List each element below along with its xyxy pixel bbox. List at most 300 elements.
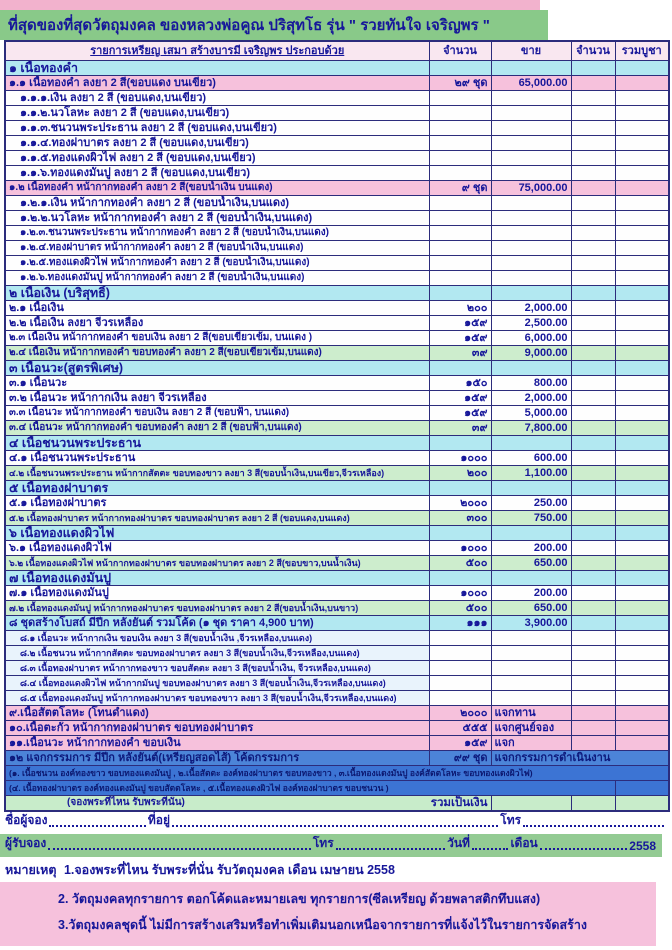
empty-cell [571,736,615,751]
empty-cell [571,631,615,646]
item-label: ๓.๑ เนื้อนวะ [5,376,429,391]
price-value [491,196,571,211]
quantity-value: ๑๕๙ [429,391,491,406]
empty-cell [615,661,669,676]
item-label: ๖.๑ เนื้อทองแดงผิวไฟ [5,541,429,556]
empty-cell [571,121,615,136]
empty-cell [615,91,669,106]
empty-cell [615,331,669,346]
empty-cell [615,556,669,571]
column-header-quantity: จำนวน [429,41,491,61]
table-row [5,91,669,106]
price-value [491,661,571,676]
item-label: ๑.๑.๔.ทองฝาบาตร ลงยา 2 สี (ขอบแดง,บนเขียว) [5,136,429,151]
column-header-quantity-2: จำนวน [571,41,615,61]
table-row [5,511,669,526]
empty-cell [571,316,615,331]
quantity-value [429,151,491,166]
table-row [5,601,669,616]
empty-cell [615,421,669,436]
empty-cell [615,436,669,451]
empty-cell [571,646,615,661]
price-value [491,631,571,646]
empty-cell [571,286,615,301]
empty-cell [571,211,615,226]
empty-cell [615,196,669,211]
item-label: ๙.เนื้อสัตตโลหะ (โทนดำแดง) [5,706,429,721]
quantity-value: ๑๐๐๐ [429,586,491,601]
empty-cell [615,151,669,166]
item-label: ๑๒ แจกกรรมการ มีปีก หลังยันต์(เหรียญสอดไส้) โค้ดกรรมการ [5,751,429,766]
dotted-fill-line [540,845,628,850]
notes-prefix: หมายเหตุ [5,863,57,877]
price-value: 200.00 [491,586,571,601]
price-value [491,211,571,226]
empty-cell [571,226,615,241]
empty-cell [491,361,571,376]
empty-cell [615,571,669,586]
empty-cell [571,76,615,91]
table-row [5,151,669,166]
table-row [5,646,669,661]
table-row [5,226,669,241]
empty-cell [429,436,491,451]
table-row [5,421,669,436]
notes-line-1 [0,857,672,882]
empty-cell [615,166,669,181]
price-value: 800.00 [491,376,571,391]
item-label: ๑.๑ เนื้อทองคำ ลงยา 2 สี(ขอบแดง บนเขียว) [5,76,429,91]
form-field-label: 2558 [629,839,656,853]
empty-cell [571,391,615,406]
quantity-value: ๕๕๕ [429,721,491,736]
section-title: ๒ เนื้อเงิน (บริสุทธิ์) [5,286,429,301]
quantity-value [429,196,491,211]
item-label: ๗.๒ เนื้อทองแดงมันปู หน้ากากทองฝาบาตร ขอบทองฝาบาตร ลงยา 2 สี(ขอบน้ำเงิน,บนขาว) [5,601,429,616]
section-title: ๖ เนื้อทองแดงผิวไฟ [5,526,429,541]
empty-cell [491,436,571,451]
total-amount-label: รวมเป็นเงิน [430,797,488,809]
table-row [5,586,669,601]
empty-cell [571,586,615,601]
dotted-fill-line [49,822,145,827]
price-value: 2,500.00 [491,316,571,331]
empty-cell [615,226,669,241]
item-label: ๒.๒ เนื้อเงิน ลงยา จีวรเหลือง [5,316,429,331]
quantity-value [429,226,491,241]
item-label: ๑.๒.๑.เงิน หน้ากากทองคำ ลงยา 2 สี (ขอบน้ำเงิน,บนแดง) [5,196,429,211]
empty-cell [571,526,615,541]
table-row [5,751,669,766]
empty-cell [615,451,669,466]
table-row [5,556,669,571]
empty-cell [571,661,615,676]
empty-cell [491,526,571,541]
quantity-value [429,691,491,706]
variant-note: (๔. เนื้อทองฝาบาตร องค์ทองแดงมันปู ขอบสัตตโลหะ , ๕.เนื้อทองแดงผิวไฟ องค์ทองฝาบาตร ขอบชนวน ) [5,781,615,796]
quantity-value: ๕๐๐ [429,556,491,571]
table-row [5,301,669,316]
quantity-value [429,661,491,676]
empty-cell [615,241,669,256]
empty-cell [615,76,669,91]
quantity-value: ๓๙ [429,421,491,436]
item-label: ๒.๓ เนื้อเงิน หน้ากากทองคำ ขอบเงิน ลงยา 2 สี(ขอบเขียวเข้ม, บนแดง ) [5,331,429,346]
table-row [5,136,669,151]
empty-cell [571,346,615,361]
table-row [5,796,669,812]
quantity-value: ๑๐๐๐ [429,451,491,466]
empty-cell [615,541,669,556]
form-field-label: ที่อยู่ [147,813,171,827]
item-label: ๕.๒ เนื้อทองฝาบาตร หน้ากากทองฝาบาตร ขอบทองฝาบาตร ลงยา 2 สี (ขอบแดง,บนแดง) [5,511,429,526]
quantity-value [429,646,491,661]
empty-cell [615,796,669,812]
distribution-note: แจกกรรมการดำเนินงาน [491,751,669,766]
quantity-value: ๓๐๐ [429,511,491,526]
item-label: ๒.๔ เนื้อเงิน หน้ากากทองคำ ขอบทองคำ ลงยา 2 สี(ขอบเขียวเข้ม,บนแดง) [5,346,429,361]
table-row [5,706,669,721]
price-value: 750.00 [491,511,571,526]
empty-cell [571,136,615,151]
empty-cell [615,271,669,286]
note-text-3: 3.วัตถุมงคลชุดนี้ ไม่มีการสร้างเสริมหรือทำเพิ่มเติมนอกเหนือจากรายการที่แจ้งไว้ในรายการจัดสร้าง [58,918,588,932]
empty-cell [429,526,491,541]
empty-cell [615,361,669,376]
table-row [5,361,669,376]
empty-cell [571,91,615,106]
price-value: 2,000.00 [491,301,571,316]
item-label: ๔.๒ เนื้อชนวนพระประธาน หน้ากากสัตตะ ขอบทองขาว ลงยา 3 สี(ขอบน้ำเงิน,บนเขียว,จีวรเหลือง) [5,466,429,481]
table-row [5,256,669,271]
quantity-value: ๕๐๐ [429,601,491,616]
table-row [5,571,669,586]
empty-cell [615,736,669,751]
empty-cell [571,541,615,556]
empty-cell [571,331,615,346]
table-row [5,406,669,421]
empty-cell [615,346,669,361]
empty-cell [615,316,669,331]
empty-cell [615,121,669,136]
item-label: ๒.๑ เนื้อเงิน [5,301,429,316]
item-label: ๔.๑ เนื้อชนวนพระประธาน [5,451,429,466]
quantity-value [429,271,491,286]
form-field-label: ผู้รับจอง [5,836,47,850]
empty-cell [615,391,669,406]
table-row [5,106,669,121]
dotted-fill-line [172,822,498,827]
price-table-body [5,61,669,812]
item-label: ๑.๒.๔.ทองฝาบาตร หน้ากากทองคำ ลงยา 2 สี (ขอบน้ำเงิน,บนแดง) [5,241,429,256]
price-value: 7,800.00 [491,421,571,436]
price-value: 1,100.00 [491,466,571,481]
empty-cell [571,511,615,526]
empty-cell [571,196,615,211]
section-title: ๑ เนื้อทองคำ [5,61,429,76]
item-label: ๕.๑ เนื้อทองฝาบาตร [5,496,429,511]
empty-cell [491,796,571,812]
empty-cell [571,376,615,391]
empty-cell [571,436,615,451]
item-label: ๘ ชุดสร้างโบสถ์ มีปีก หลังยันต์ รวมโค้ด (๑ ชุด ราคา 4,900 บาท) [5,616,429,631]
price-value [491,691,571,706]
empty-cell [615,301,669,316]
item-label: ๑.๑.๖.ทองแดงมันปู ลงยา 2 สี (ขอบแดง,บนเขียว) [5,166,429,181]
dotted-fill-line [523,822,664,827]
empty-cell [571,466,615,481]
empty-cell [615,601,669,616]
price-value: 5,000.00 [491,406,571,421]
item-label: ๘.๓ เนื้อทองฝาบาตร หน้ากากทองขาว ขอบสัตตะ ลงยา 3 สี(ขอบน้ำเงิน, จีวรเหลือง,บนแดง) [5,661,429,676]
empty-cell [429,286,491,301]
document-title-bar [0,10,548,40]
table-row [5,316,669,331]
quantity-value: ๑๕๙ [429,736,491,751]
form-field-label: โทร [312,836,334,850]
item-label: ๑.๒.๒.นวโลหะ หน้ากากทองคำ ลงยา 2 สี (ขอบน้ำเงิน,บนแดง) [5,211,429,226]
table-row [5,481,669,496]
quantity-value [429,121,491,136]
quantity-value: ๙๙ ชุด [429,751,491,766]
dotted-fill-line [48,845,311,850]
empty-cell [615,631,669,646]
table-row [5,721,669,736]
item-label: ๑.๒ เนื้อทองคำ หน้ากากทองคำ ลงยา 2 สี(ขอบน้ำเงิน บนแดง) [5,181,429,196]
column-header-sell-price: ขาย [491,41,571,61]
empty-cell [615,376,669,391]
quantity-value: ๑๕๙ [429,406,491,421]
table-row [5,691,669,706]
price-value [491,676,571,691]
variant-note: (๑. เนื้อชนวน องค์ทองขาว ขอบทองแดงมันปู , ๒.เนื้อสัตตะ องค์ทองฝาบาตร ขอบทองขาว , ๓.เนื้อทองแดงมันปู องค์สัตตโลหะ ขอบทองแดงผิวไฟ) [5,766,669,781]
quantity-value [429,106,491,121]
section-title: ๗ เนื้อทองแดงมันปู [5,571,429,586]
item-label: ๑๐.เนื้อตะกั่ว หน้ากากทองฝาบาตร ขอบทองฝาบาตร [5,721,429,736]
empty-cell [571,151,615,166]
pickup-note: (จองพระที่ไหน รับพระที่นั่น) [67,797,185,808]
empty-cell [615,691,669,706]
empty-cell [571,496,615,511]
item-label: ๓.๓ เนื้อนวะ หน้ากากทองคำ ขอบเงิน ลงยา 2 สี (ขอบฟ้า, บนแดง) [5,406,429,421]
quantity-value: ๑๕๙ [429,316,491,331]
note-text-1: 1.จองพระที่ไหน รับพระที่นั่น รับวัตถุมงคล เดือน เมษายน 2558 [63,863,395,877]
summary-cell [5,796,491,812]
empty-cell [615,406,669,421]
dotted-fill-line [336,845,445,850]
table-row [5,451,669,466]
empty-cell [615,256,669,271]
price-value [491,256,571,271]
empty-cell [571,241,615,256]
section-title: ๓ เนื้อนวะ(สูตรพิเศษ) [5,361,429,376]
item-label: ๑.๒.๖.ทองแดงมันปู หน้ากากทองคำ ลงยา 2 สี (ขอบน้ำเงิน,บนแดง) [5,271,429,286]
quantity-value: ๒๐๐ [429,466,491,481]
table-row [5,241,669,256]
quantity-value [429,256,491,271]
table-row [5,466,669,481]
empty-cell [571,451,615,466]
quantity-value: ๒๐๐ [429,301,491,316]
empty-cell [615,211,669,226]
top-pink-band [0,0,540,10]
empty-cell [571,421,615,436]
table-row [5,526,669,541]
table-row [5,286,669,301]
empty-cell [615,136,669,151]
page-title: ที่สุดของที่สุดวัตถุมงคล ของหลวงพ่อคูณ ปริสุทโธ รุ่น " รวยทันใจ เจริญพร " [8,17,490,34]
column-header-items: รายการเหรียญ เสมา สร้างบารมี เจริญพร ประกอบด้วย [5,41,429,61]
table-row [5,781,669,796]
item-label: ๑.๑.๓.ชนวนพระประธาน ลงยา 2 สี (ขอบแดง,บนเขียว) [5,121,429,136]
note-text-2: 2. วัตถุมงคลทุกรายการ ตอกโค้ดและหมายเลข ทุกรายการ(ซีลเหรียญ ด้วยพลาสติกทึบแสง) [58,892,541,906]
table-row [5,76,669,91]
empty-cell [615,526,669,541]
item-label: ๓.๔ เนื้อนวะ หน้ากากทองคำ ขอบทองคำ ลงยา 2 สี (ขอบฟ้า,บนแดง) [5,421,429,436]
table-row [5,436,669,451]
empty-cell [615,616,669,631]
quantity-value: ๑๕๐ [429,376,491,391]
empty-cell [615,106,669,121]
table-row [5,631,669,646]
empty-cell [615,466,669,481]
section-title: ๔ เนื้อชนวนพระประธาน [5,436,429,451]
empty-cell [429,361,491,376]
table-row [5,181,669,196]
table-row [5,661,669,676]
empty-cell [571,361,615,376]
price-value: 3,900.00 [491,616,571,631]
distribution-note: แจก [491,736,571,751]
price-value: 6,000.00 [491,331,571,346]
price-value [491,151,571,166]
price-value [491,121,571,136]
price-value [491,136,571,151]
item-label: ๑.๒.๓.ชนวนพระประธาน หน้ากากทองคำ ลงยา 2 สี (ขอบน้ำเงิน,บนแดง) [5,226,429,241]
item-label: ๘.๑ เนื้อนวะ หน้ากากเงิน ขอบเงิน ลงยา 3 สี(ขอบน้ำเงิน ,จีวรเหลือง,บนแดง) [5,631,429,646]
empty-cell [615,706,669,721]
price-value: 650.00 [491,556,571,571]
table-row [5,346,669,361]
table-row [5,676,669,691]
table-header-row [5,41,669,61]
empty-cell [491,571,571,586]
empty-cell [615,286,669,301]
empty-cell [571,721,615,736]
empty-cell [491,286,571,301]
notes-pink-block [0,882,656,946]
table-row [5,211,669,226]
item-label: ๘.๒ เนื้อชนวน หน้ากากสัตตะ ขอบทองฝาบาตร ลงยา 3 สี(ขอบน้ำเงิน,จีวรเหลือง,บนแดง) [5,646,429,661]
quantity-value: ๒๙ ชุด [429,76,491,91]
table-row [5,271,669,286]
empty-cell [615,181,669,196]
quantity-value: ๒๐๐๐ [429,496,491,511]
quantity-value: ๑๐๐๐ [429,541,491,556]
price-value [491,226,571,241]
quantity-value [429,211,491,226]
quantity-value [429,136,491,151]
price-value: 650.00 [491,601,571,616]
price-value: 75,000.00 [491,181,571,196]
price-value: 600.00 [491,451,571,466]
quantity-value [429,631,491,646]
table-row [5,61,669,76]
table-row [5,541,669,556]
form-field-label: โทร [500,813,522,827]
quantity-value [429,241,491,256]
form-field-label: ชื่อผู้จอง [5,813,48,827]
quantity-value: ๙ ชุด [429,181,491,196]
price-value: 250.00 [491,496,571,511]
price-value [491,106,571,121]
quantity-value: ๑๕๙ [429,331,491,346]
price-value [491,271,571,286]
empty-cell [491,61,571,76]
empty-cell [615,586,669,601]
receiver-line [0,834,662,857]
distribution-note: แจกทาน [491,706,571,721]
empty-cell [571,166,615,181]
table-row [5,736,669,751]
item-label: ๘.๕ เนื้อทองแดงมันปู หน้ากากทองฝาบาตร ขอบทองขาว ลงยา 3 สี(ขอบน้ำเงิน,จีวรเหลือง,บนแดง) [5,691,429,706]
item-label: ๑.๑.๕.ทองแดงผิวไฟ ลงยา 2 สี (ขอบแดง,บนเขียว) [5,151,429,166]
price-value: 65,000.00 [491,76,571,91]
item-label: ๘.๔ เนื้อทองแดงผิวไฟ หน้ากากมันปู ขอบทองฝาบาตร ลงยา 3 สี(ขอบน้ำเงิน,จีวรเหลือง,บนแดง) [5,676,429,691]
empty-cell [615,511,669,526]
table-row [5,391,669,406]
price-value: 2,000.00 [491,391,571,406]
empty-cell [615,61,669,76]
price-value [491,646,571,661]
column-header-total: รวมบูชา [615,41,669,61]
empty-cell [571,301,615,316]
form-field-label: วันที่ [447,836,470,850]
empty-cell [571,676,615,691]
empty-cell [429,481,491,496]
price-value [491,241,571,256]
empty-cell [571,691,615,706]
dotted-fill-line [472,845,508,850]
empty-cell [571,61,615,76]
empty-cell [615,646,669,661]
price-table [4,40,670,812]
empty-cell [571,181,615,196]
quantity-value: ๒๐๐๐ [429,706,491,721]
empty-cell [615,721,669,736]
item-label: ๑.๑.๒.นวโลหะ ลงยา 2 สี (ขอบแดง,บนเขียว) [5,106,429,121]
table-row [5,121,669,136]
price-value: 9,000.00 [491,346,571,361]
table-row [5,331,669,346]
empty-cell [571,481,615,496]
empty-cell [571,106,615,121]
price-value [491,166,571,181]
quantity-value: ๑๑๑ [429,616,491,631]
distribution-note: แจกศูนย์จอง [491,721,571,736]
empty-cell [429,61,491,76]
item-label: ๖.๒ เนื้อทองแดงผิวไฟ หน้ากากทองฝาบาตร ขอบทองฝาบาตร ลงยา 2 สี(ขอบขาว,บนน้ำเงิน) [5,556,429,571]
item-label: ๓.๒ เนื้อนวะ หน้ากากเงิน ลงยา จีวรเหลือง [5,391,429,406]
empty-cell [615,496,669,511]
booking-name-line [0,812,672,834]
quantity-value: ๓๙ [429,346,491,361]
empty-cell [571,601,615,616]
empty-cell [571,406,615,421]
table-row [5,376,669,391]
empty-cell [571,616,615,631]
quantity-value [429,676,491,691]
